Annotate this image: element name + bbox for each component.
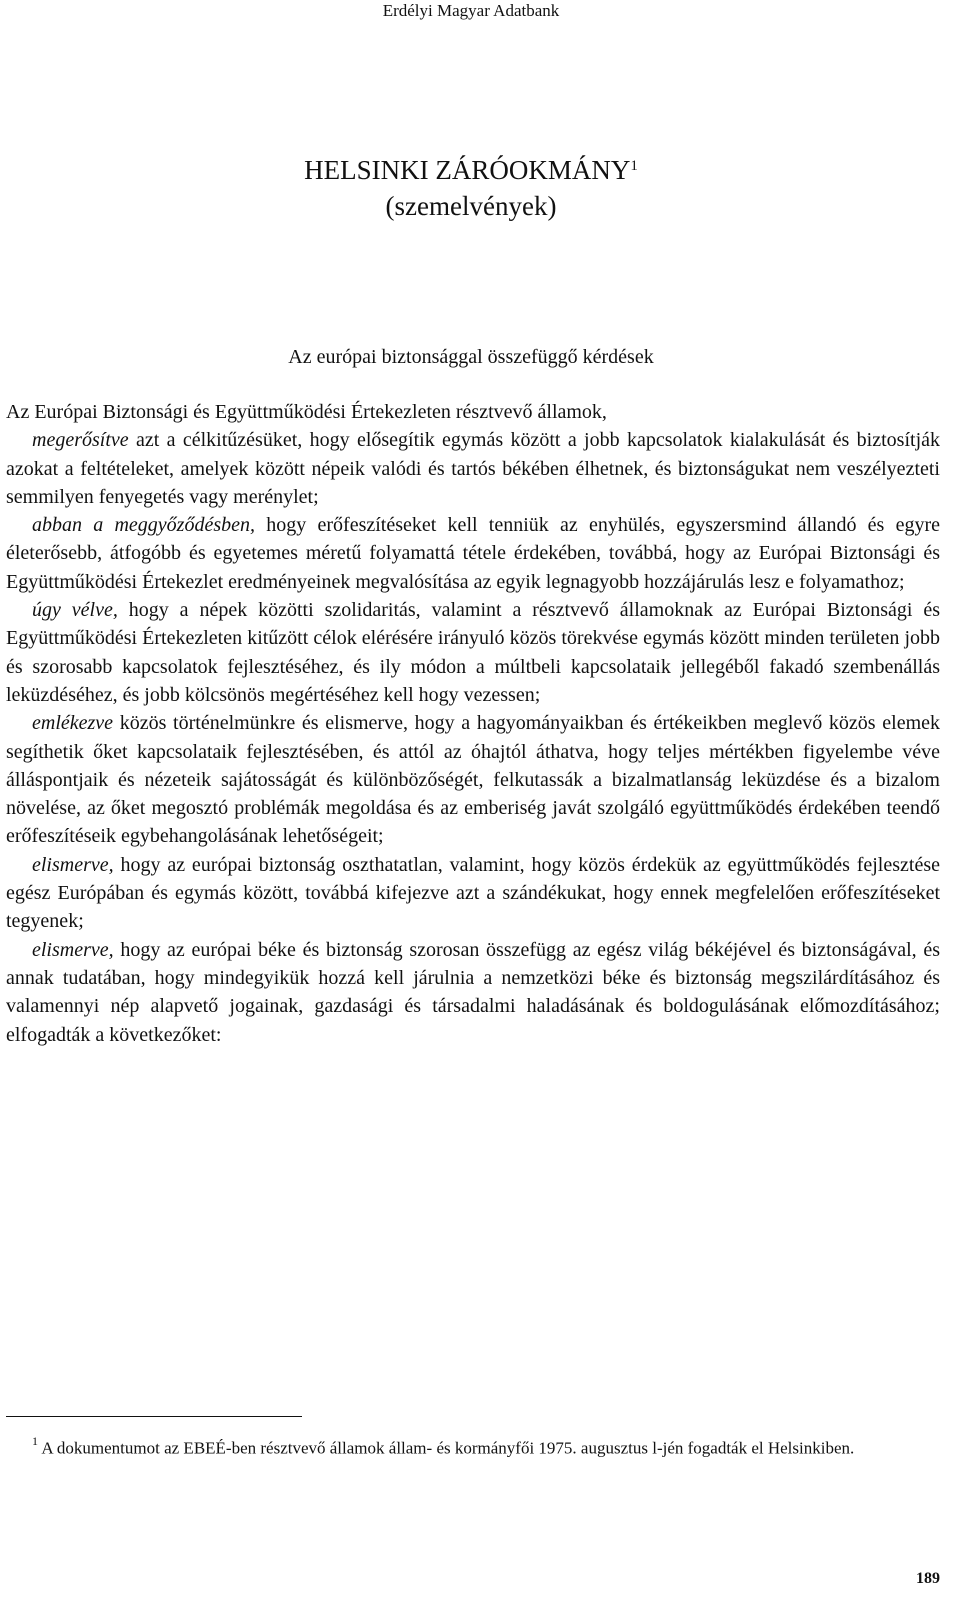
paragraph [6,709,940,850]
paragraph-lead: elismerve, [32,853,114,876]
paragraph [6,398,940,426]
paragraph [6,511,940,596]
title-subtitle: (szemelvények) [385,191,557,221]
footnote [6,1430,940,1462]
footnote-text: A dokumentumot az EBEÉ-ben résztvevő államok állam- és kormányfői 1975. augusztus l-jén fogadták el Helsinkiben. [41,1438,855,1458]
paragraph-text: hogy az európai béke és biztonság szorosan összefügg az egész világ békéjével és biztonságával, és annak tudatában, hogy mindegyikük hozzá kell járulnia a nemzetközi béke és biztonság megszilárdításához és valamennyi nép alapvető jogainak, gazdasági és társadalmi haladásának és boldogulásának előmozdításához; elfogadták a következőket: [6,938,940,1046]
footnote-paragraph [6,1430,940,1462]
paragraph-text: azt a célkitűzésüket, hogy elősegítik egymás között a jobb kapcsolatok kialakulását és biztosítják azokat a feltételeket, amelyek között népeik valódi és tartós békében élhetnek, és biztonságukat nem veszélyezteti semmilyen fenyegetés vagy merénylet; [6,429,940,508]
title-main: HELSINKI ZÁRÓOKMÁNY [304,155,631,185]
paragraph-lead: úgy vélve, [32,599,118,622]
page-number: 189 [916,1570,940,1587]
paragraph-lead: megerősítve [32,429,129,452]
paragraph-text: hogy az európai biztonság oszthatatlan, valamint, hogy közös érdekük az együttműködés fejlesztése egész Európában és egymás között, továbbá kifejezve azt a szándékukat, hogy ennek megfelelően erőfeszítéseket tegyenek; [6,853,940,933]
paragraph-text: közös történelmünkre és elismerve, hogy a hagyományaikban és értékeikben meglevő közös elemek segíthetik őket kapcsolataik fejlesztésében, és attól az óhajtól áthatva, hogy teljes mértékben figyelembe véve álláspontjaik és nézeteik sajátosságát és különbözőségét, felkutassák a bizalmatlanság leküzdése és a bizalom növelése, az őket megosztó problémák megoldása és az emberiség javát szolgáló együttműködés érdekében teendő erőfeszítéseik egybehangolásának lehetőségeit; [6,712,940,848]
document-title [0,152,942,224]
section-heading: Az európai biztonsággal összefüggő kérdések [288,346,654,368]
paragraph [6,851,940,936]
paragraph-text: hogy erőfeszítéseket kell tenniük az enyhülés, egyszersmind állandó és egyre életerősebb, átfogóbb és egyetemes méretű folyamattá tétele érdekében, továbbá, hogy az Európai Biztonsági és Együttműködési Értekezlet eredményeinek megvalósítása az egyik legnagyobb hozzájárulás lesz e folyamathoz; [6,514,940,593]
title-line [0,152,942,188]
footnote-mark: 1 [32,1434,38,1448]
paragraph-text: Az Európai Biztonsági és Együttműködési Értekezleten résztvevő államok, [6,401,607,423]
paragraph-lead: emlékezve [32,712,114,735]
running-header: Erdélyi Magyar Adatbank [382,1,560,20]
paragraph-lead: abban a meggyőződésben, [32,514,256,537]
paragraph [6,596,940,709]
body-text [6,398,940,1049]
paragraph-text: hogy a népek közötti szolidaritás, valamint a résztvevő államoknak az Európai Biztonsági és Együttműködési Értekezleten kitűzött célok elérésére irányuló közös törekvése egymás között minden területen jobb és szorosabb kapcsolatok fejlesztéséhez, és ily módon a múltbeli kapcsolataik jellegéből fakadó szembenállás leküzdéséhez, és jobb kölcsönös megértéséhez kell hogy vezessen; [6,599,940,706]
paragraph [6,936,940,1049]
paragraph [6,426,940,511]
footnote-divider [6,1416,302,1417]
paragraph-lead: elismerve, [32,938,114,961]
title-footnote-mark[interactable]: 1 [630,158,638,174]
